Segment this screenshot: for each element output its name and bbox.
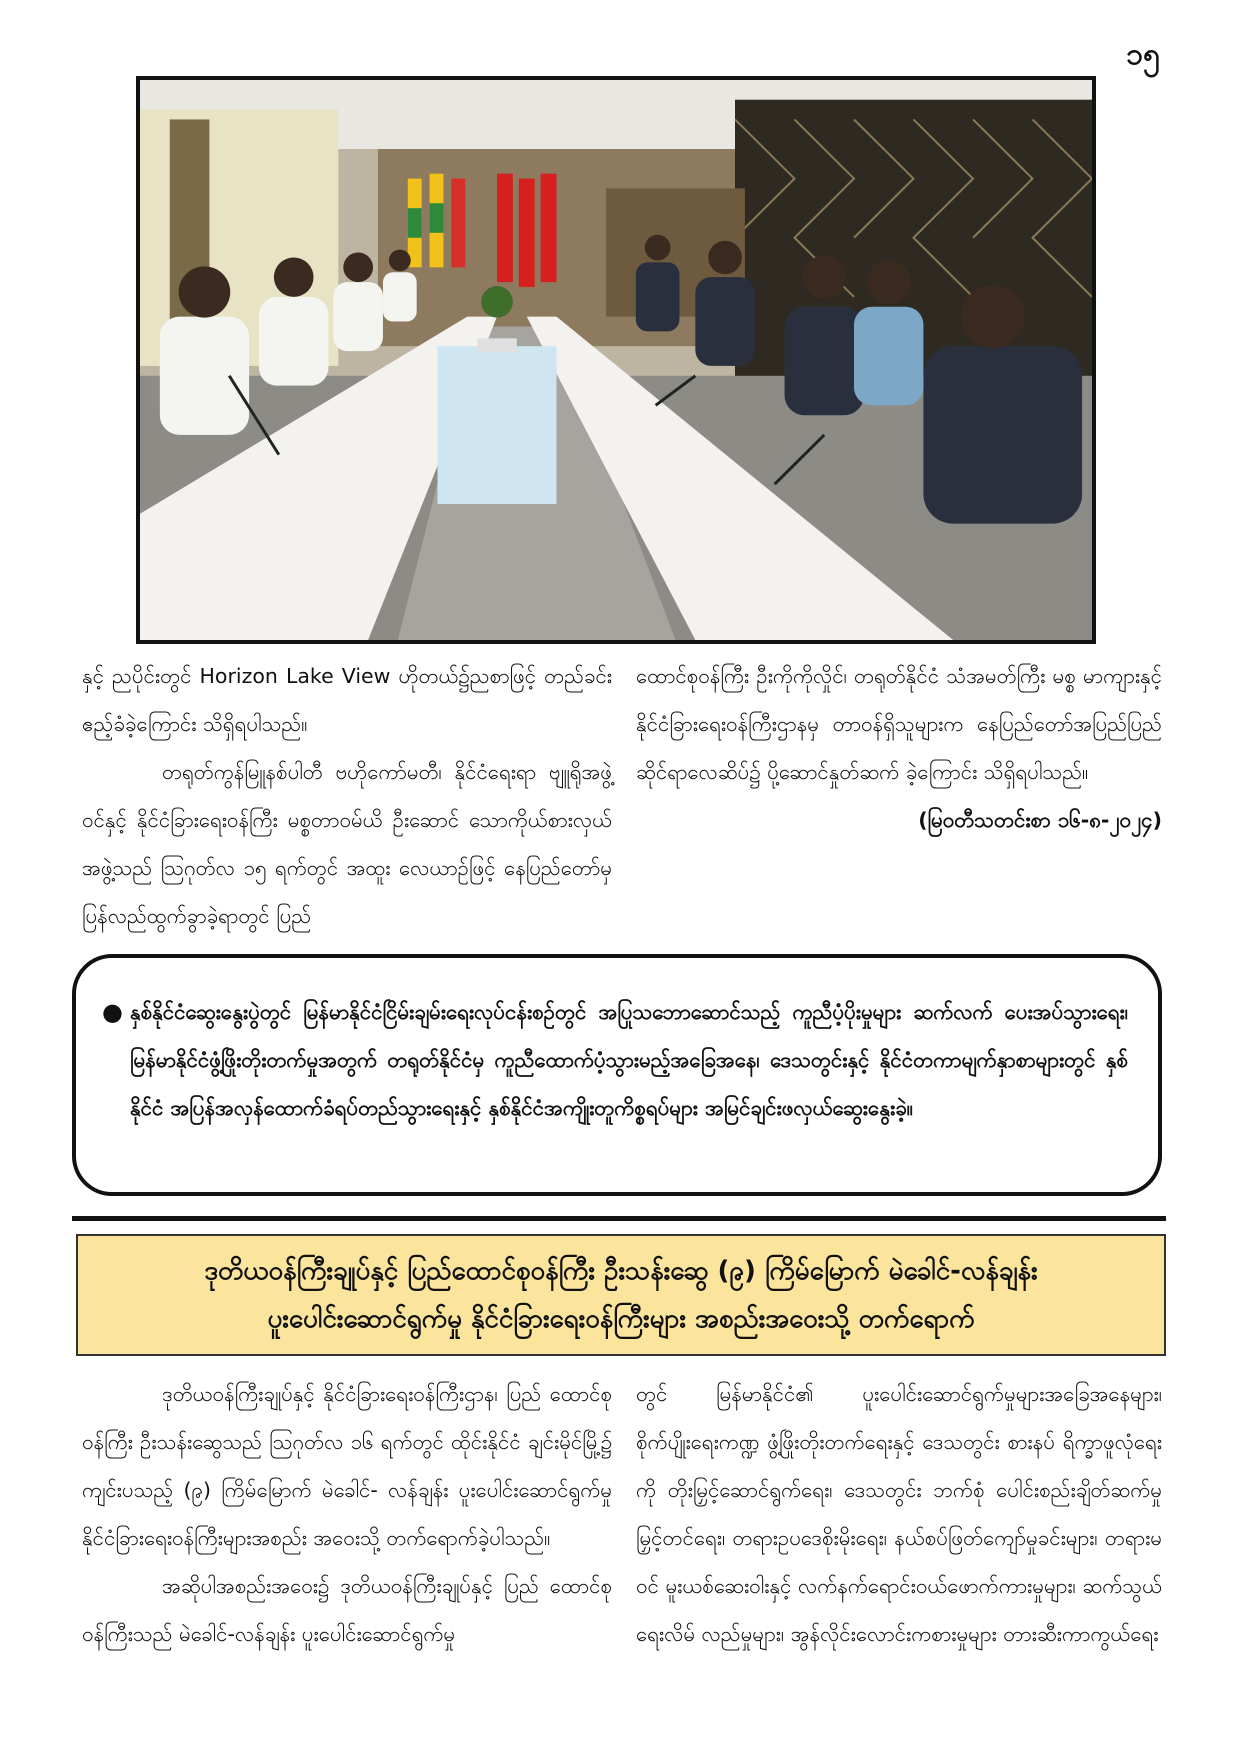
page-number: ၁၅ bbox=[1126, 37, 1160, 72]
highlight-text: နှစ်နိုင်ငံဆွေးနွေးပွဲတွင် မြန်မာနိုင်ငံငြိမ်းချမ်းရေးလုပ်ငန်းစဉ်တွင် အပြုသဘောဆောင်သည့် ကူညီပံ့ပိုးမှုများ ဆက်လက် ပေးအပ်သွားရေး၊ မြန်မာနိုင်ငံဖွံ့ဖြိုးတိုးတက်မှုအတွက် တရုတ်နိုင်ငံမှ ကူညီထောက်ပံ့သွားမည့်အခြေအနေ၊ ဒေသတွင်းနှင့် နိုင်ငံတကာမျက်နှာစာများတွင် နှစ်နိုင်ငံ အပြန်အလှန်ထောက်ခံရပ်တည်သွားရေးနှင့် နှစ်နိုင်ငံအကျိုးတူကိစ္စရပ်များ အမြင်ချင်းဖလှယ်ဆွေးနွေးခဲ့။ bbox=[130, 1000, 1128, 1120]
paragraph: နှင့် ညပိုင်းတွင် Horizon Lake View ဟိုတယ်၌ညစာဖြင့် တည်ခင်းဧည့်ခံခဲ့ကြောင်း သိရှိရပါသည်။ bbox=[82, 664, 612, 736]
paragraph: တရုတ်ကွန်မြူနစ်ပါတီ ဗဟိုကော်မတီ၊ နိုင်ငံရေးရာ ဗျူရိုအဖွဲ့ဝင်နှင့် နိုင်ငံခြားရေးဝန်ကြီး မစ္စတာဝမ်ယိ ဦးဆောင် သောကိုယ်စားလှယ်အဖွဲ့သည် ဩဂုတ်လ ၁၅ ရက်တွင် အထူး လေယာဉ်ဖြင့် နေပြည်တော်မှ ပြန်လည်ထွက်ခွာခဲ့ရာတွင် ပြည် bbox=[82, 760, 612, 928]
meeting-photo-icon bbox=[140, 80, 1092, 640]
right-column-top bbox=[636, 652, 1162, 844]
paragraph: တွင် မြန်မာနိုင်ငံ၏ ပူးပေါင်းဆောင်ရွက်မှုများအခြေအနေများ၊ စိုက်ပျိုးရေးကဏ္ဍ ဖွံ့ဖြိုးတိုးတက်ရေးနှင့် ဒေသတွင်း စားနပ် ရိက္ခာဖူလုံရေးကို တိုးမြှင့်ဆောင်ရွက်ရေး၊ ဒေသတွင်း ဘက်စုံ ပေါင်းစည်းချိတ်ဆက်မှုမြှင့်တင်ရေး၊ တရားဥပဒေစိုးမိုးရေး၊ နယ်စပ်ဖြတ်ကျော်မှုခင်းများ၊ တရားမဝင် မူးယစ်ဆေးဝါးနှင့် လက်နက်ရောင်းဝယ်ဖောက်ကားမှုများ၊ ဆက်သွယ်ရေးလိမ် လည်မှုများ၊ အွန်လိုင်းလောင်းကစားမှုများ တားဆီးကာကွယ်ရေး bbox=[636, 1382, 1162, 1646]
paragraph: ဒုတိယဝန်ကြီးချုပ်နှင့် နိုင်ငံခြားရေးဝန်ကြီးဌာန၊ ပြည် ထောင်စုဝန်ကြီး ဦးသန်းဆွေသည် ဩဂုတ်လ ၁၆ ရက်တွင် ထိုင်းနိုင်ငံ ချင်းမိုင်မြို့၌ ကျင်းပသည့် (၉) ကြိမ်မြောက် မဲခေါင်- လန်ချန်း ပူးပေါင်းဆောင်ရွက်မှု နိုင်ငံခြားရေးဝန်ကြီးများအစည်း အဝေးသို့ တက်ရောက်ခဲ့ပါသည်။ bbox=[82, 1382, 612, 1550]
meeting-photo bbox=[136, 76, 1096, 644]
paragraph: ထောင်စုဝန်ကြီး ဦးကိုကိုလှိုင်၊ တရုတ်နိုင်ငံ သံအမတ်ကြီး မစ္စ မာကျားနှင့် နိုင်ငံခြားရေးဝန်ကြီးဌာနမှ တာဝန်ရှိသူများက နေပြည်တော်အပြည်ပြည်ဆိုင်ရာလေဆိပ်၌ ပို့ဆောင်နှုတ်ဆက် ခဲ့ကြောင်း သိရှိရပါသည်။ bbox=[636, 664, 1162, 784]
left-column-bottom bbox=[82, 1370, 612, 1658]
paragraph: အဆိုပါအစည်းအဝေး၌ ဒုတိယဝန်ကြီးချုပ်နှင့် ပြည် ထောင်စုဝန်ကြီးသည် မဲခေါင်-လန်ချန်း ပူးပေါင်းဆောင်ရွက်မှု bbox=[82, 1574, 612, 1646]
headline-line-1: ဒုတိယဝန်ကြီးချုပ်နှင့် ပြည်ထောင်စုဝန်ကြီး ဦးသန်းဆွေ (၉) ကြိမ်မြောက် မဲခေါင်-လန်ချန်း bbox=[204, 1256, 1038, 1286]
highlight-box bbox=[72, 954, 1162, 1196]
source-citation: (မြဝတီသတင်းစာ ၁၆-၈-၂၀၂၄) bbox=[918, 808, 1162, 832]
bullet-icon: ● bbox=[102, 998, 123, 1026]
section-divider bbox=[72, 1216, 1166, 1221]
headline-line-2: ပူးပေါင်းဆောင်ရွက်မှု နိုင်ငံခြားရေးဝန်ကြီးများ အစည်းအဝေးသို့ တက်ရောက် bbox=[267, 1304, 975, 1334]
article-headline bbox=[76, 1234, 1166, 1356]
left-column-top bbox=[82, 652, 612, 940]
right-column-bottom bbox=[636, 1370, 1162, 1658]
